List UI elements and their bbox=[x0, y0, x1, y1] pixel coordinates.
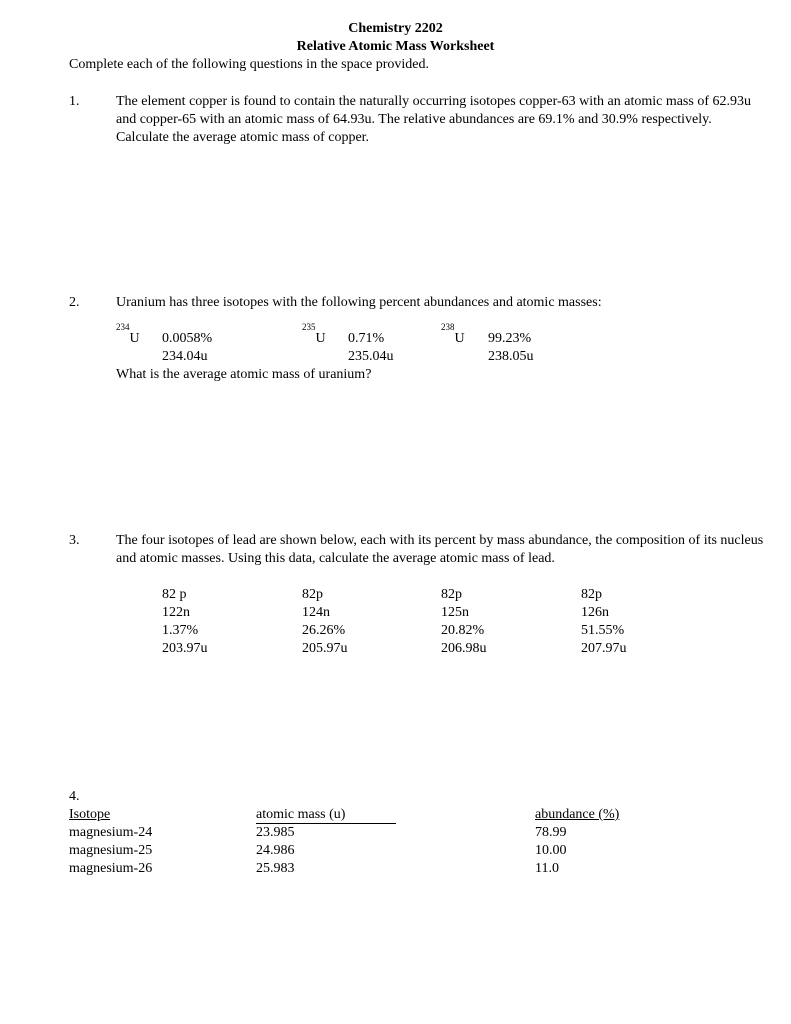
q3-isotope-4 bbox=[581, 586, 627, 658]
q4-row-1-abundance: 78.99 bbox=[535, 825, 567, 840]
q2-isotope-3-abundance: 99.23% bbox=[488, 331, 532, 346]
q2-isotope-1 bbox=[116, 322, 140, 348]
element-symbol: U bbox=[454, 331, 465, 346]
q2-isotope-3 bbox=[441, 322, 465, 348]
element-symbol: U bbox=[315, 331, 326, 346]
atomic-mass: 205.97u bbox=[302, 641, 348, 656]
neutrons: 126n bbox=[581, 605, 609, 620]
abundance: 20.82% bbox=[441, 623, 485, 638]
q2-number: 2. bbox=[69, 295, 80, 310]
q3-number: 3. bbox=[69, 533, 80, 548]
q4-row-1-mass: 23.985 bbox=[256, 825, 295, 840]
atomic-mass: 203.97u bbox=[162, 641, 208, 656]
atomic-mass: 206.98u bbox=[441, 641, 487, 656]
q4-row-2-mass: 24.986 bbox=[256, 843, 295, 858]
q4-row-3-abundance: 11.0 bbox=[535, 861, 559, 876]
q2-question: What is the average atomic mass of uranium? bbox=[116, 367, 372, 382]
neutrons: 125n bbox=[441, 605, 469, 620]
q2-isotope-3-mass: 238.05u bbox=[488, 349, 534, 364]
q2-isotope-2 bbox=[302, 322, 326, 348]
q4-number: 4. bbox=[69, 789, 80, 804]
protons: 82p bbox=[302, 587, 323, 602]
protons: 82p bbox=[581, 587, 602, 602]
abundance: 1.37% bbox=[162, 623, 199, 638]
course-title: Chemistry 2202 bbox=[348, 21, 443, 36]
q3-text: The four isotopes of lead are shown below, each with its percent by mass abundance, the composition of its nucleus and atomic masses. Using this data, calculate the average atomic mass of lead. bbox=[116, 533, 764, 566]
q4-row-2-abundance: 10.00 bbox=[535, 843, 567, 858]
q2-isotope-2-abundance: 0.71% bbox=[348, 331, 385, 346]
q4-header-abundance: abundance (%) bbox=[535, 807, 620, 822]
mass-number: 235 bbox=[302, 322, 316, 332]
protons: 82 p bbox=[162, 587, 187, 602]
q3-isotope-1 bbox=[162, 586, 208, 658]
atomic-mass: 207.97u bbox=[581, 641, 627, 656]
q1-number: 1. bbox=[69, 94, 80, 109]
neutrons: 124n bbox=[302, 605, 330, 620]
q4-header-isotope: Isotope bbox=[69, 807, 111, 822]
q4-header-atomic-mass bbox=[256, 806, 396, 824]
q1-text: The element copper is found to contain the naturally occurring isotopes copper-63 with an atomic mass of 62.93u and copper-65 with an atomic mass of 64.93u. The relative abundances are 69.1% and 30.9% respectively. Calculate the average atomic mass of copper. bbox=[116, 94, 751, 145]
mass-number: 238 bbox=[441, 322, 455, 332]
abundance: 51.55% bbox=[581, 623, 625, 638]
q4-row-1-isotope: magnesium-24 bbox=[69, 825, 153, 840]
header-label: atomic mass (u) bbox=[256, 807, 396, 824]
mass-number: 234 bbox=[116, 322, 130, 332]
protons: 82p bbox=[441, 587, 462, 602]
q4-row-3-isotope: magnesium-26 bbox=[69, 861, 153, 876]
neutrons: 122n bbox=[162, 605, 190, 620]
q4-row-2-isotope: magnesium-25 bbox=[69, 843, 153, 858]
element-symbol: U bbox=[129, 331, 140, 346]
q4-row-3-mass: 25.983 bbox=[256, 861, 295, 876]
q2-text: Uranium has three isotopes with the following percent abundances and atomic masses: bbox=[116, 295, 602, 310]
q2-isotope-1-mass: 234.04u bbox=[162, 349, 208, 364]
worksheet-title: Relative Atomic Mass Worksheet bbox=[296, 39, 495, 54]
abundance: 26.26% bbox=[302, 623, 346, 638]
q2-isotope-2-mass: 235.04u bbox=[348, 349, 394, 364]
q3-isotope-2 bbox=[302, 586, 348, 658]
q3-isotope-3 bbox=[441, 586, 487, 658]
instructions: Complete each of the following questions in the space provided. bbox=[69, 57, 430, 72]
q2-isotope-1-abundance: 0.0058% bbox=[162, 331, 213, 346]
